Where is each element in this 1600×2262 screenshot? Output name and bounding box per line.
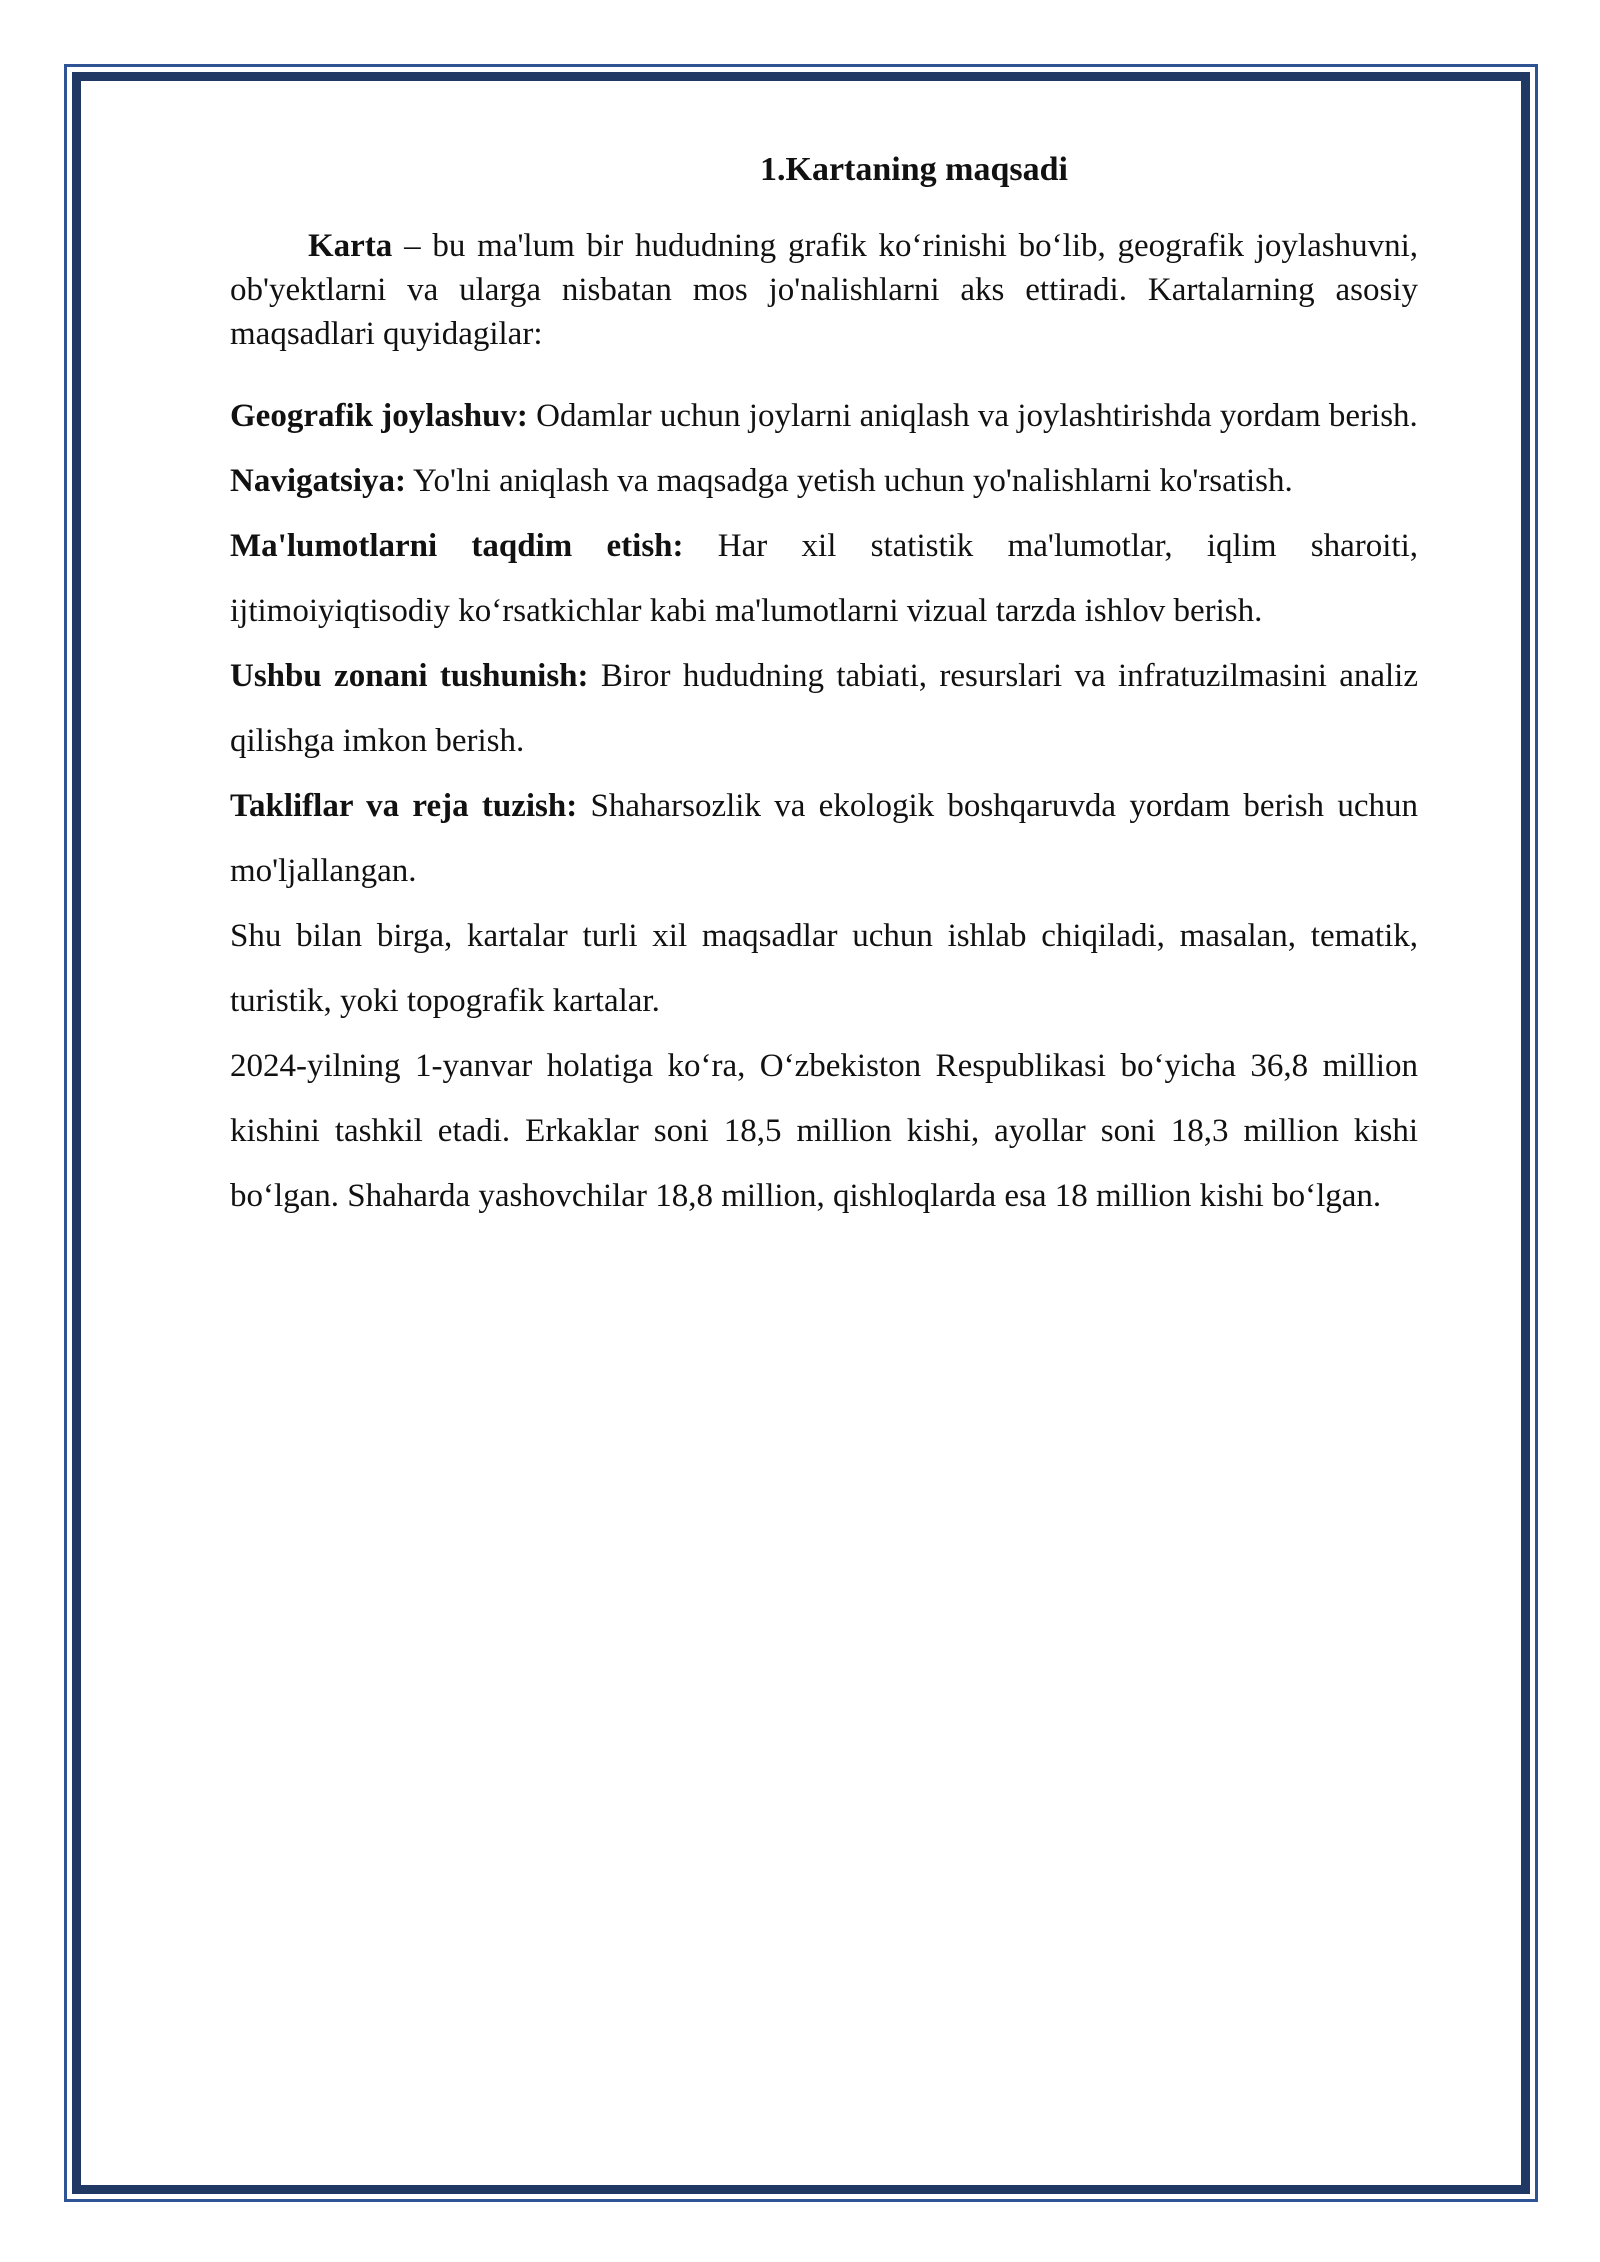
list-item (230, 774, 1418, 904)
item-text: Yo'lni aniqlash va maqsadga yetish uchun yo'nalishlarni ko'rsatish. (406, 463, 1293, 499)
list-item (230, 644, 1418, 774)
item-text: Har xil statistik ma'lumotlar, iqlim sharoiti, ijtimoiyiqtisodiy ko‘rsatkichlar kabi ma'lumotlarni vizual tarzda ishlov berish. (230, 528, 1418, 629)
item-text: Odamlar uchun joylarni aniqlash va joylashtirishda yordam berish. (527, 398, 1418, 434)
item-term: Takliflar va reja tuzish: (230, 788, 578, 824)
list-item (230, 449, 1418, 514)
item-term: Navigatsiya: (230, 463, 406, 499)
intro-paragraph (230, 224, 1418, 356)
page-title: 1.Kartaning maqsadi (760, 151, 1068, 188)
closing-paragraph: Shu bilan birga, kartalar turli xil maqsadlar uchun ishlab chiqiladi, masalan, tematik, turistik, yoki topografik kartalar. (230, 918, 1418, 1019)
item-term: Geografik joylashuv: (230, 398, 528, 434)
list-item (230, 384, 1418, 449)
population-paragraph: 2024-yilning 1-yanvar holatiga ko‘ra, O‘zbekiston Respublikasi bo‘yicha 36,8 million kishini tashkil etadi. Erkaklar soni 18,5 million kishi, ayollar soni 18,3 million kishi bo‘lgan. Shaharda yashovchilar 18,8 million, qishloqlarda esa 18 million kishi bo‘lgan. (230, 1048, 1418, 1214)
list-item (230, 514, 1418, 644)
item-text: Biror hududning tabiati, resurslari va infratuzilmasini analiz qilishga imkon berish. (230, 658, 1418, 759)
intro-term: Karta (308, 228, 393, 264)
item-term: Ma'lumotlarni taqdim etish: (230, 528, 684, 564)
item-term: Ushbu zonani tushunish: (230, 658, 589, 694)
intro-text: – bu ma'lum bir hududning grafik ko‘rinishi bo‘lib, geografik joylashuvni, ob'yektlarni va ularga nisbatan mos jo'nalishlarni aks ettiradi. Kartalarning asosiy maqsadlari quyidagilar: (230, 228, 1418, 352)
item-text: Shaharsozlik va ekologik boshqaruvda yordam berish uchun mo'ljallangan. (230, 788, 1418, 889)
document-content (230, 150, 1418, 1229)
